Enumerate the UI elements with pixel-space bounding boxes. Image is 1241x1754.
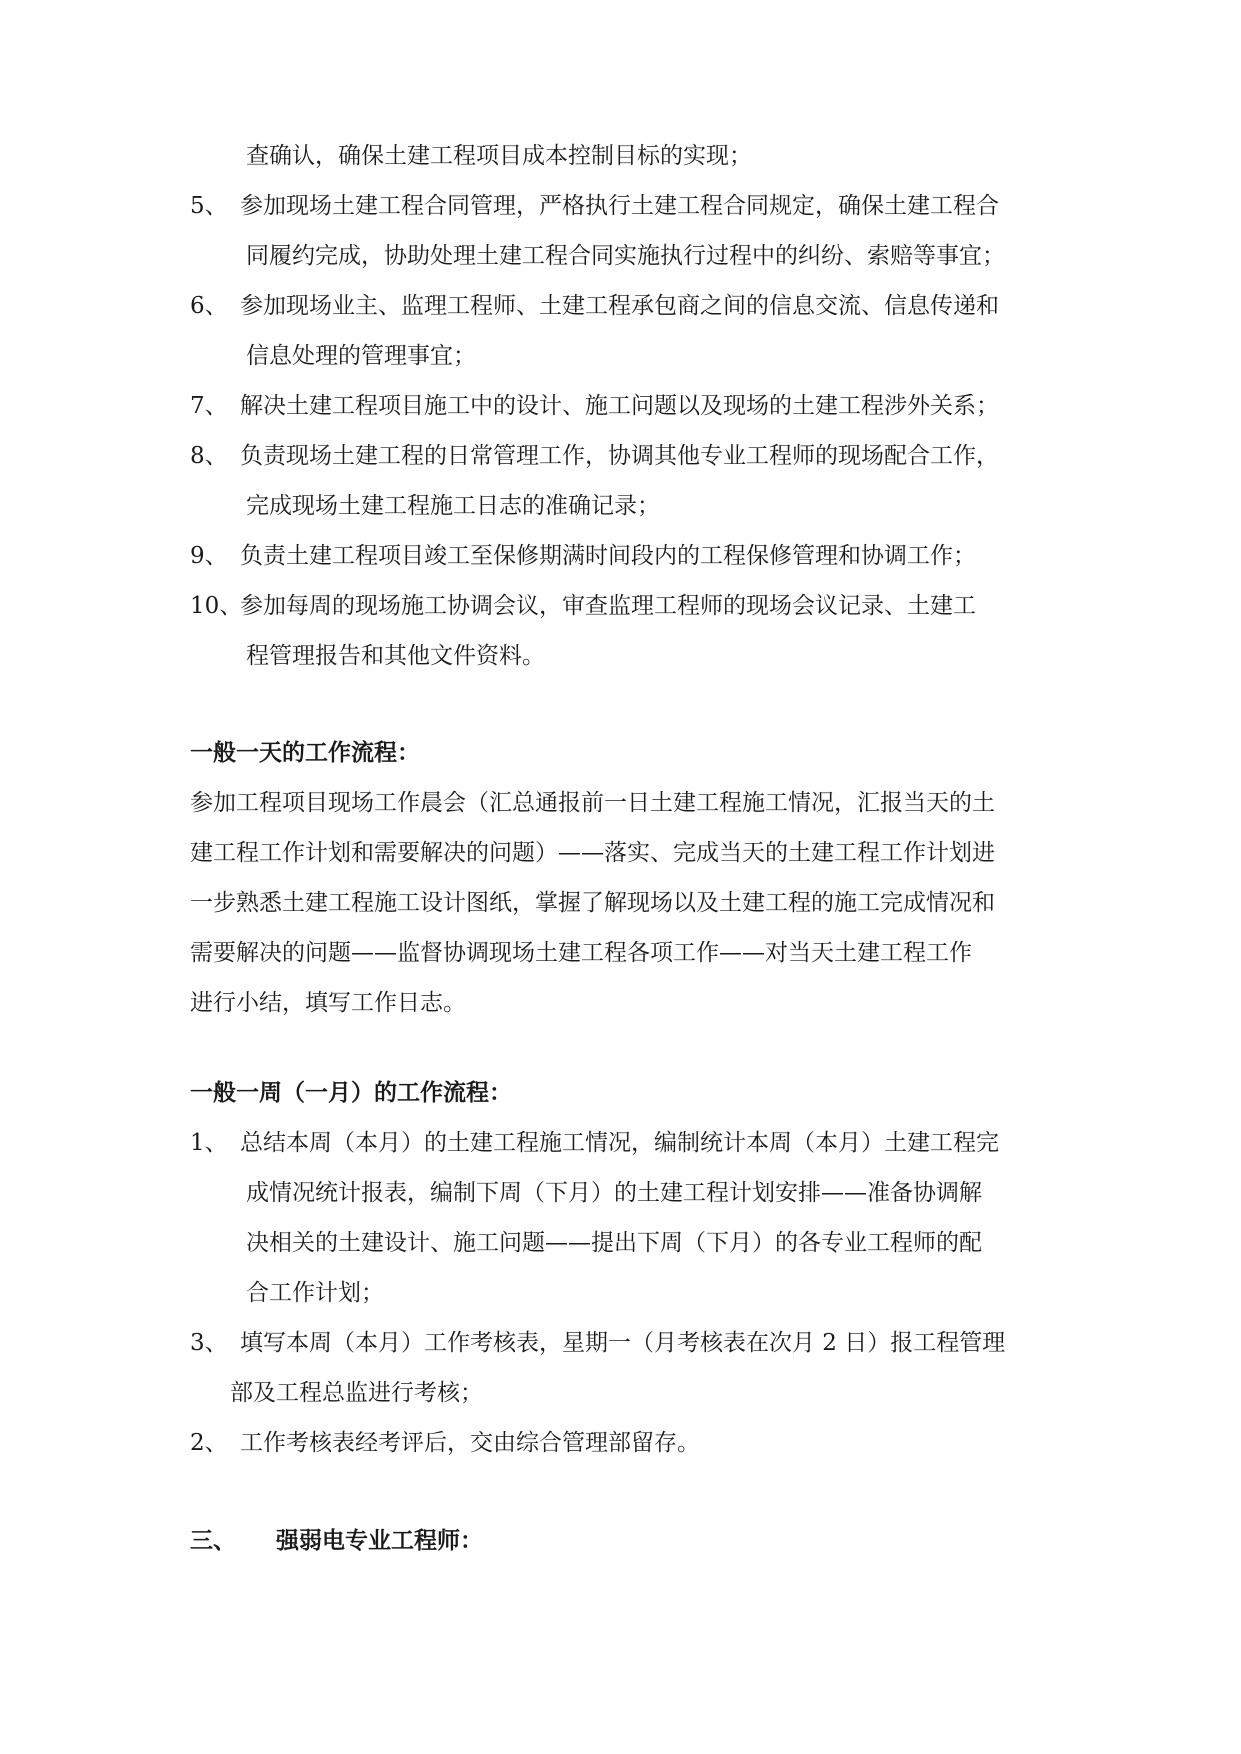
weekly-item-2 — [190, 1418, 1070, 1468]
list-number: 10、 — [190, 593, 243, 619]
list-item-text: 总结本周（本月）的土建工程施工情况，编制统计本周（本月）土建工程完 — [240, 1130, 999, 1156]
list-item-text: 成情况统计报表，编制下周（下月）的土建工程计划安排——准备协调解 — [246, 1180, 982, 1206]
list-item-7 — [190, 381, 1070, 431]
list-item-6 — [190, 281, 1070, 331]
paragraph-line: 需要解决的问题——监督协调现场土建工程各项工作——对当天土建工程工作 — [190, 940, 972, 966]
list-continuation: 查确认，确保土建工程项目成本控制目标的实现； — [246, 143, 752, 169]
weekly-workflow-list — [190, 1118, 1070, 1468]
paragraph-line: 一步熟悉土建工程施工设计图纸，掌握了解现场以及土建工程的施工完成情况和 — [190, 890, 995, 916]
list-number: 1、 — [190, 1130, 228, 1156]
section-three-heading — [190, 1516, 483, 1566]
list-item-9 — [190, 531, 1070, 581]
list-number: 2、 — [190, 1430, 228, 1456]
daily-workflow-heading: 一般一天的工作流程： — [190, 739, 420, 766]
section-number: 三、 — [190, 1527, 236, 1554]
section-title: 强弱电专业工程师： — [276, 1527, 483, 1554]
paragraph-line: 进行小结，填写工作日志。 — [190, 990, 466, 1016]
responsibility-list — [190, 131, 1070, 681]
list-number: 8、 — [190, 443, 228, 469]
paragraph-line: 参加工程项目现场工作晨会（汇总通报前一日土建工程施工情况，汇报当天的土 — [190, 790, 995, 816]
weekly-item-3 — [190, 1318, 1070, 1368]
list-item-text: 负责土建工程项目竣工至保修期满时间段内的工程保修管理和协调工作； — [240, 543, 976, 569]
list-item-10 — [190, 581, 1070, 631]
list-item-5 — [190, 181, 1070, 231]
list-number: 6、 — [190, 293, 228, 319]
list-item-text: 决相关的土建设计、施工问题——提出下周（下月）的各专业工程师的配 — [246, 1230, 982, 1256]
list-item-text: 负责现场土建工程的日常管理工作，协调其他专业工程师的现场配合工作， — [240, 443, 999, 469]
list-item-text: 完成现场土建工程施工日志的准确记录； — [246, 493, 660, 519]
list-item-text: 参加现场业主、监理工程师、土建工程承包商之间的信息交流、信息传递和 — [240, 293, 999, 319]
list-item-text: 解决土建工程项目施工中的设计、施工问题以及现场的土建工程涉外关系； — [240, 393, 999, 419]
list-number: 3、 — [190, 1330, 228, 1356]
list-item-text: 信息处理的管理事宜； — [246, 343, 476, 369]
list-number: 5、 — [190, 193, 228, 219]
weekly-workflow-heading: 一般一周（一月）的工作流程： — [190, 1079, 512, 1106]
list-number: 7、 — [190, 393, 228, 419]
weekly-item-1 — [190, 1118, 1070, 1168]
list-item-8 — [190, 431, 1070, 481]
list-item-text: 工作考核表经考评后，交由综合管理部留存。 — [240, 1430, 700, 1456]
paragraph-line: 建工程工作计划和需要解决的问题）——落实、完成当天的土建工程工作计划进 — [190, 840, 995, 866]
list-number: 9、 — [190, 543, 228, 569]
list-item-text: 合工作计划； — [246, 1280, 384, 1306]
list-item-text: 程管理报告和其他文件资料。 — [246, 643, 545, 669]
list-item-text: 填写本周（本月）工作考核表，星期一（月考核表在次月 2 日）报工程管理 — [240, 1330, 1006, 1356]
daily-workflow-paragraph — [190, 778, 1070, 1028]
list-item-text: 参加现场土建工程合同管理，严格执行土建工程合同规定，确保土建工程合 — [240, 193, 999, 219]
list-item-text: 部及工程总监进行考核； — [230, 1380, 483, 1406]
list-item-text: 参加每周的现场施工协调会议，审查监理工程师的现场会议记录、土建工 — [240, 593, 976, 619]
list-item-text: 同履约完成，协助处理土建工程合同实施执行过程中的纠纷、索赔等事宜； — [246, 243, 1005, 269]
